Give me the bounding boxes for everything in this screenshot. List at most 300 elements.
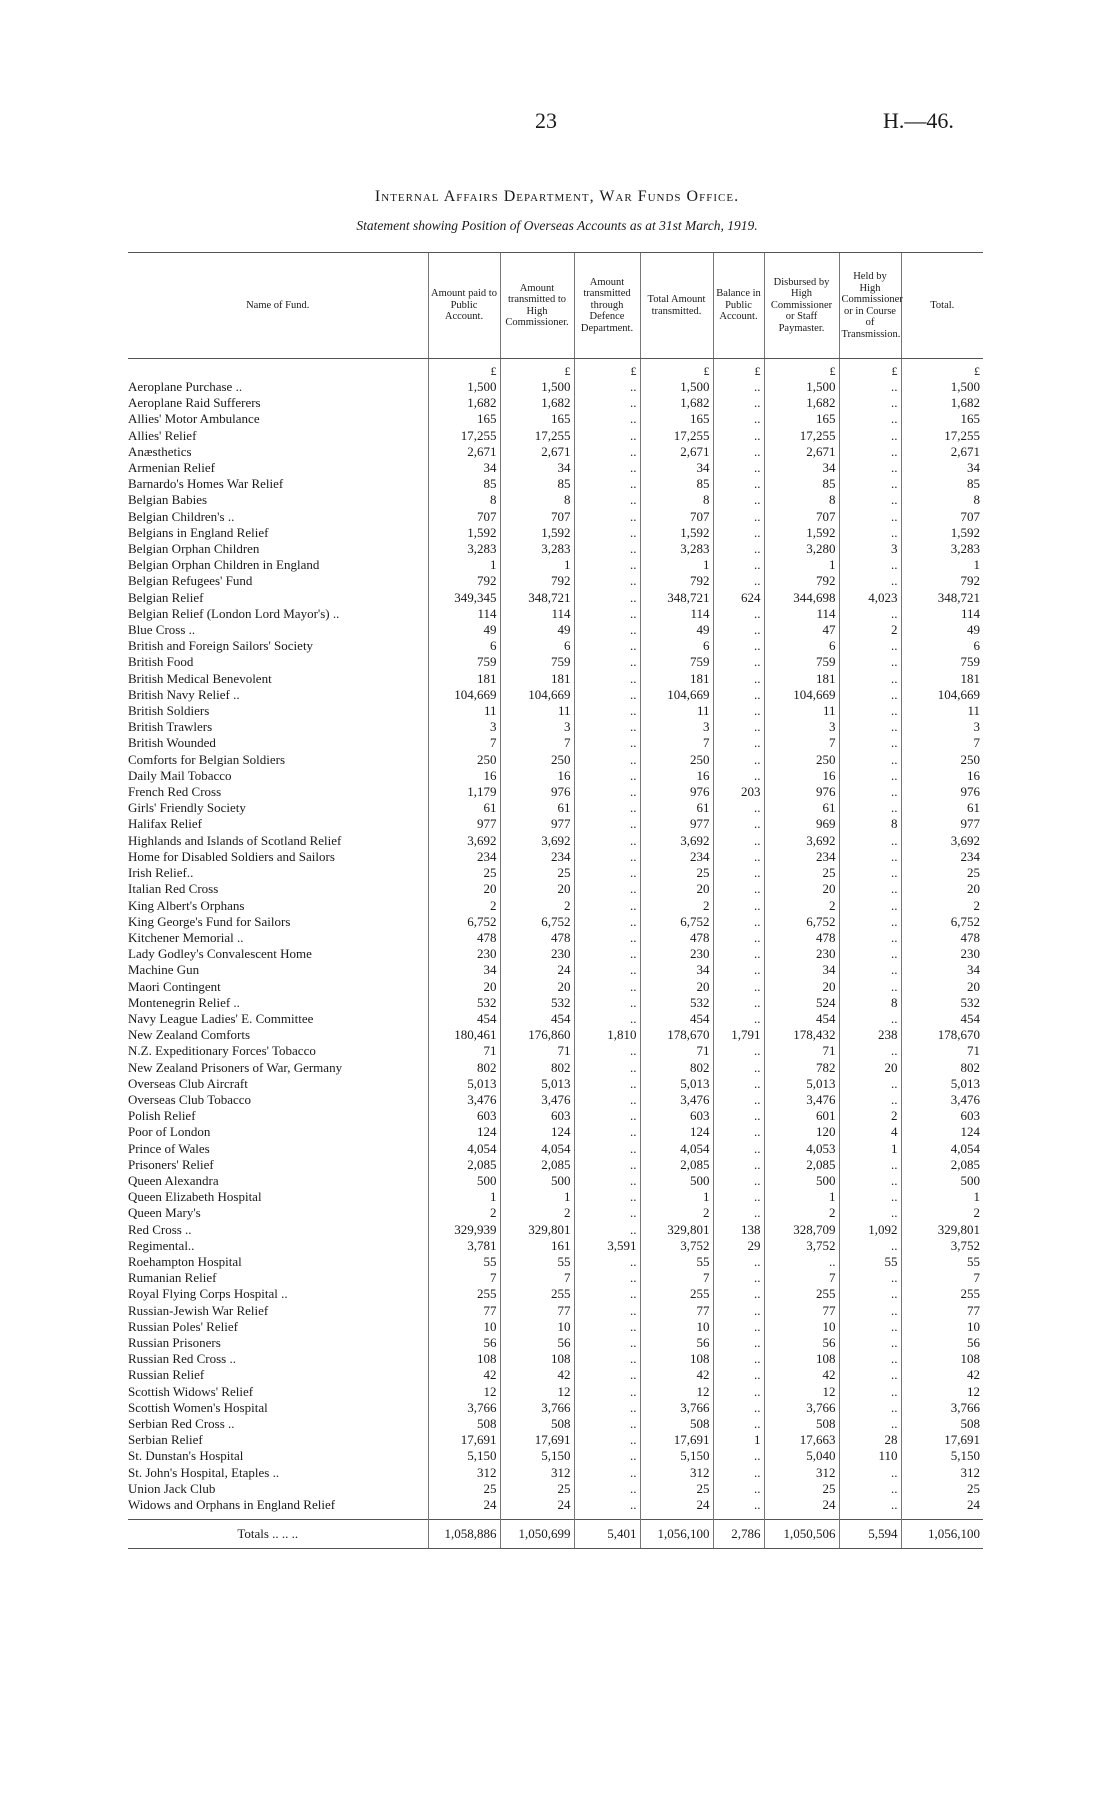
table-row bbox=[128, 1108, 983, 1124]
amount-cell: 478 bbox=[901, 930, 983, 946]
amount-cell: 4,054 bbox=[901, 1141, 983, 1157]
amount-cell: .. bbox=[713, 946, 764, 962]
fund-name-cell: British and Foreign Sailors' Society bbox=[128, 638, 314, 654]
fund-name-cell: Prisoners' Relief bbox=[128, 1156, 214, 1172]
amount-cell: .. bbox=[839, 1400, 901, 1416]
table-row bbox=[128, 1448, 983, 1464]
amount-cell: .. bbox=[713, 1465, 764, 1481]
fund-name-cell: King Albert's Orphans bbox=[128, 897, 245, 913]
amount-cell: .. bbox=[839, 1319, 901, 1335]
amount-cell: 977 bbox=[500, 816, 574, 832]
amount-cell: .. bbox=[839, 428, 901, 444]
fund-name-cell: Queen Alexandra bbox=[128, 1172, 219, 1188]
amount-cell: 24 bbox=[500, 962, 574, 978]
amount-cell: 56 bbox=[901, 1335, 983, 1351]
table-row bbox=[128, 865, 983, 881]
amount-cell: 56 bbox=[764, 1335, 839, 1351]
amount-cell: .. bbox=[713, 492, 764, 508]
fund-name-cell: Union Jack Club bbox=[128, 1480, 216, 1496]
amount-cell: 1 bbox=[500, 557, 574, 573]
amount-cell: 2 bbox=[901, 1205, 983, 1221]
fund-name-cell: Armenian Relief bbox=[128, 460, 215, 476]
fund-name-cell: New Zealand Prisoners of War, Germany bbox=[128, 1059, 343, 1075]
table-row bbox=[128, 687, 983, 703]
amount-cell: 17,691 bbox=[640, 1432, 713, 1448]
amount-cell: 2,671 bbox=[428, 444, 500, 460]
amount-cell: .. bbox=[574, 1481, 640, 1497]
fund-name-cell: Polish Relief bbox=[128, 1108, 196, 1124]
amount-cell: 238 bbox=[839, 1027, 901, 1043]
amount-cell: 1,592 bbox=[500, 525, 574, 541]
amount-cell: 55 bbox=[428, 1254, 500, 1270]
fund-name-cell: Barnardo's Homes War Relief bbox=[128, 476, 284, 492]
amount-cell: .. bbox=[713, 930, 764, 946]
amount-cell: 181 bbox=[500, 671, 574, 687]
amount-cell: 1,682 bbox=[500, 395, 574, 411]
fund-name-cell: Belgian Orphan Children in England bbox=[128, 557, 320, 573]
amount-cell: 17,255 bbox=[901, 428, 983, 444]
amount-cell: 312 bbox=[640, 1465, 713, 1481]
amount-cell: 161 bbox=[500, 1238, 574, 1254]
amount-cell: .. bbox=[839, 703, 901, 719]
amount-cell: 1,682 bbox=[901, 395, 983, 411]
amount-cell: 3,591 bbox=[574, 1238, 640, 1254]
amount-cell: .. bbox=[574, 525, 640, 541]
fund-name-cell: Girls' Friendly Society bbox=[128, 800, 246, 816]
amount-cell: 17,255 bbox=[428, 428, 500, 444]
amount-cell: .. bbox=[839, 1465, 901, 1481]
fund-name-cell: Belgian Orphan Children bbox=[128, 541, 260, 557]
currency-cell: £ bbox=[640, 359, 713, 380]
amount-cell: 178,670 bbox=[901, 1027, 983, 1043]
table-row bbox=[128, 671, 983, 687]
amount-cell: 11 bbox=[764, 703, 839, 719]
amount-cell: 524 bbox=[764, 995, 839, 1011]
amount-cell: 759 bbox=[764, 654, 839, 670]
amount-cell: 500 bbox=[428, 1173, 500, 1189]
amount-cell: 61 bbox=[640, 800, 713, 816]
amount-cell: 2,671 bbox=[901, 444, 983, 460]
amount-cell: .. bbox=[713, 865, 764, 881]
amount-cell: 181 bbox=[640, 671, 713, 687]
amount-cell: 34 bbox=[764, 962, 839, 978]
total-cell: 1,050,506 bbox=[764, 1520, 839, 1549]
amount-cell: 110 bbox=[839, 1448, 901, 1464]
amount-cell: .. bbox=[574, 752, 640, 768]
amount-cell: 3,476 bbox=[764, 1092, 839, 1108]
amount-cell: 3 bbox=[640, 719, 713, 735]
amount-cell: 1,592 bbox=[901, 525, 983, 541]
amount-cell: 802 bbox=[500, 1060, 574, 1076]
amount-cell: 1,791 bbox=[713, 1027, 764, 1043]
amount-cell: 104,669 bbox=[500, 687, 574, 703]
amount-cell: 976 bbox=[500, 784, 574, 800]
amount-cell: 234 bbox=[428, 849, 500, 865]
accounts-table-container bbox=[128, 252, 983, 1549]
amount-cell: 16 bbox=[764, 768, 839, 784]
amount-cell: 1,500 bbox=[764, 379, 839, 395]
amount-cell: 3,476 bbox=[428, 1092, 500, 1108]
amount-cell: .. bbox=[713, 1481, 764, 1497]
fund-name-cell: Machine Gun bbox=[128, 962, 200, 978]
column-header-balance: Balance in Public Account. bbox=[713, 253, 764, 359]
amount-cell: 250 bbox=[428, 752, 500, 768]
table-row bbox=[128, 930, 983, 946]
fund-name-cell: Irish Relief.. bbox=[128, 865, 194, 881]
amount-cell: 10 bbox=[640, 1319, 713, 1335]
amount-cell: .. bbox=[574, 784, 640, 800]
amount-cell: 707 bbox=[764, 509, 839, 525]
amount-cell: 17,255 bbox=[640, 428, 713, 444]
amount-cell: 454 bbox=[764, 1011, 839, 1027]
amount-cell: 12 bbox=[764, 1384, 839, 1400]
amount-cell: .. bbox=[574, 557, 640, 573]
amount-cell: 969 bbox=[764, 816, 839, 832]
fund-name-cell: Highlands and Islands of Scotland Relief bbox=[128, 832, 342, 848]
amount-cell: 3 bbox=[901, 719, 983, 735]
amount-cell: 3,692 bbox=[764, 833, 839, 849]
amount-cell: .. bbox=[839, 1205, 901, 1221]
amount-cell: 176,860 bbox=[500, 1027, 574, 1043]
amount-cell: .. bbox=[574, 622, 640, 638]
amount-cell: .. bbox=[574, 1384, 640, 1400]
table-row bbox=[128, 1497, 983, 1513]
amount-cell: 759 bbox=[500, 654, 574, 670]
amount-cell: 17,663 bbox=[764, 1432, 839, 1448]
amount-cell: .. bbox=[713, 638, 764, 654]
amount-cell: .. bbox=[839, 1351, 901, 1367]
amount-cell: .. bbox=[574, 1222, 640, 1238]
fund-name-cell: British Food bbox=[128, 654, 194, 670]
amount-cell: 500 bbox=[500, 1173, 574, 1189]
amount-cell: 312 bbox=[428, 1465, 500, 1481]
amount-cell: 802 bbox=[901, 1060, 983, 1076]
amount-cell: .. bbox=[574, 606, 640, 622]
amount-cell: 34 bbox=[640, 460, 713, 476]
amount-cell: 10 bbox=[500, 1319, 574, 1335]
amount-cell: 12 bbox=[428, 1384, 500, 1400]
table-row bbox=[128, 557, 983, 573]
amount-cell: 454 bbox=[500, 1011, 574, 1027]
amount-cell: .. bbox=[574, 444, 640, 460]
amount-cell: .. bbox=[713, 557, 764, 573]
amount-cell: 312 bbox=[764, 1465, 839, 1481]
amount-cell: 55 bbox=[839, 1254, 901, 1270]
amount-cell: .. bbox=[713, 1351, 764, 1367]
amount-cell: .. bbox=[574, 1076, 640, 1092]
amount-cell: .. bbox=[574, 1141, 640, 1157]
column-header-total-transmitted: Total Amount transmitted. bbox=[640, 253, 713, 359]
amount-cell: 20 bbox=[764, 881, 839, 897]
amount-cell: 108 bbox=[764, 1351, 839, 1367]
amount-cell: 71 bbox=[428, 1043, 500, 1059]
amount-cell: .. bbox=[713, 1124, 764, 1140]
fund-name-cell: Navy League Ladies' E. Committee bbox=[128, 1010, 314, 1026]
amount-cell: 108 bbox=[500, 1351, 574, 1367]
table-row bbox=[128, 1141, 983, 1157]
amount-cell: 1 bbox=[713, 1432, 764, 1448]
amount-cell: .. bbox=[713, 1319, 764, 1335]
amount-cell: 178,432 bbox=[764, 1027, 839, 1043]
total-cell: 1,056,100 bbox=[901, 1520, 983, 1549]
amount-cell: 976 bbox=[640, 784, 713, 800]
amount-cell: .. bbox=[839, 573, 901, 589]
amount-cell: 1,592 bbox=[428, 525, 500, 541]
amount-cell: .. bbox=[574, 1254, 640, 1270]
amount-cell: .. bbox=[574, 573, 640, 589]
amount-cell: 85 bbox=[640, 476, 713, 492]
amount-cell: 3,692 bbox=[640, 833, 713, 849]
amount-cell: .. bbox=[574, 1011, 640, 1027]
amount-cell: 56 bbox=[500, 1335, 574, 1351]
amount-cell: 250 bbox=[764, 752, 839, 768]
amount-cell: 114 bbox=[901, 606, 983, 622]
amount-cell: 478 bbox=[764, 930, 839, 946]
fund-name-cell: Poor of London bbox=[128, 1124, 211, 1140]
amount-cell: .. bbox=[574, 638, 640, 654]
amount-cell: 603 bbox=[640, 1108, 713, 1124]
fund-name-cell: Comforts for Belgian Soldiers bbox=[128, 751, 286, 767]
currency-cell: £ bbox=[839, 359, 901, 380]
amount-cell: 20 bbox=[428, 881, 500, 897]
table-row bbox=[128, 1400, 983, 1416]
amount-cell: .. bbox=[713, 1141, 764, 1157]
fund-name-cell: Lady Godley's Convalescent Home bbox=[128, 946, 312, 962]
fund-name-cell: Overseas Club Tobacco bbox=[128, 1091, 252, 1107]
table-row bbox=[128, 1011, 983, 1027]
currency-row bbox=[128, 359, 983, 380]
amount-cell: 11 bbox=[500, 703, 574, 719]
amount-cell: 532 bbox=[901, 995, 983, 1011]
amount-cell: .. bbox=[713, 1092, 764, 1108]
page-number: 23 bbox=[535, 108, 557, 133]
amount-cell: .. bbox=[713, 800, 764, 816]
amount-cell: .. bbox=[713, 379, 764, 395]
amount-cell: .. bbox=[574, 1448, 640, 1464]
amount-cell: 6 bbox=[764, 638, 839, 654]
amount-cell: .. bbox=[574, 768, 640, 784]
amount-cell: 1 bbox=[640, 1189, 713, 1205]
amount-cell: .. bbox=[713, 1400, 764, 1416]
table-row bbox=[128, 509, 983, 525]
fund-name-cell: Scottish Widows' Relief bbox=[128, 1383, 254, 1399]
amount-cell: 1 bbox=[428, 1189, 500, 1205]
fund-name-cell: Scottish Women's Hospital bbox=[128, 1399, 268, 1415]
amount-cell: 3,280 bbox=[764, 541, 839, 557]
table-row bbox=[128, 1173, 983, 1189]
amount-cell: 312 bbox=[500, 1465, 574, 1481]
amount-cell: .. bbox=[839, 719, 901, 735]
table-row bbox=[128, 784, 983, 800]
table-row bbox=[128, 395, 983, 411]
amount-cell: 3 bbox=[839, 541, 901, 557]
amount-cell: 6 bbox=[640, 638, 713, 654]
amount-cell: 759 bbox=[428, 654, 500, 670]
amount-cell: .. bbox=[713, 428, 764, 444]
amount-cell: 114 bbox=[500, 606, 574, 622]
amount-cell: 707 bbox=[428, 509, 500, 525]
table-row bbox=[128, 1222, 983, 1238]
amount-cell: .. bbox=[713, 1270, 764, 1286]
amount-cell: 25 bbox=[428, 865, 500, 881]
table-row bbox=[128, 833, 983, 849]
amount-cell: 16 bbox=[428, 768, 500, 784]
table-row bbox=[128, 1076, 983, 1092]
amount-cell: .. bbox=[839, 1092, 901, 1108]
amount-cell: 25 bbox=[901, 1481, 983, 1497]
amount-cell: 1,092 bbox=[839, 1222, 901, 1238]
amount-cell: 120 bbox=[764, 1124, 839, 1140]
amount-cell: .. bbox=[839, 768, 901, 784]
amount-cell: 10 bbox=[901, 1319, 983, 1335]
fund-name-cell: Rumanian Relief bbox=[128, 1270, 217, 1286]
amount-cell: 8 bbox=[640, 492, 713, 508]
amount-cell: 4,023 bbox=[839, 590, 901, 606]
amount-cell: .. bbox=[713, 914, 764, 930]
fund-name-cell: Italian Red Cross bbox=[128, 881, 219, 897]
table-row bbox=[128, 1319, 983, 1335]
amount-cell: 508 bbox=[640, 1416, 713, 1432]
amount-cell: 2 bbox=[500, 1205, 574, 1221]
amount-cell: 230 bbox=[500, 946, 574, 962]
amount-cell: .. bbox=[713, 833, 764, 849]
amount-cell: .. bbox=[574, 800, 640, 816]
amount-cell: 5,150 bbox=[640, 1448, 713, 1464]
table-header-row bbox=[128, 253, 983, 359]
table-row bbox=[128, 590, 983, 606]
amount-cell: .. bbox=[574, 1108, 640, 1124]
amount-cell: .. bbox=[574, 930, 640, 946]
amount-cell: .. bbox=[839, 881, 901, 897]
amount-cell: .. bbox=[574, 1416, 640, 1432]
amount-cell: 2,671 bbox=[764, 444, 839, 460]
amount-cell: 7 bbox=[500, 1270, 574, 1286]
amount-cell: 3,283 bbox=[500, 541, 574, 557]
amount-cell: 1 bbox=[640, 557, 713, 573]
amount-cell: .. bbox=[713, 1108, 764, 1124]
amount-cell: 792 bbox=[428, 573, 500, 589]
table-row bbox=[128, 1432, 983, 1448]
table-row bbox=[128, 1367, 983, 1383]
amount-cell: 1,682 bbox=[764, 395, 839, 411]
amount-cell: 24 bbox=[640, 1497, 713, 1513]
amount-cell: 707 bbox=[640, 509, 713, 525]
amount-cell: 3 bbox=[764, 719, 839, 735]
amount-cell: .. bbox=[839, 687, 901, 703]
amount-cell: 3,476 bbox=[640, 1092, 713, 1108]
amount-cell: 8 bbox=[839, 816, 901, 832]
amount-cell: .. bbox=[839, 606, 901, 622]
amount-cell: .. bbox=[574, 849, 640, 865]
amount-cell: 49 bbox=[640, 622, 713, 638]
amount-cell: .. bbox=[713, 881, 764, 897]
amount-cell: 34 bbox=[901, 460, 983, 476]
amount-cell: 1,500 bbox=[428, 379, 500, 395]
amount-cell: .. bbox=[839, 1076, 901, 1092]
table-row bbox=[128, 460, 983, 476]
fund-name-cell: Belgian Babies bbox=[128, 492, 208, 508]
amount-cell: .. bbox=[839, 395, 901, 411]
amount-cell: .. bbox=[839, 1481, 901, 1497]
amount-cell: 508 bbox=[764, 1416, 839, 1432]
amount-cell: 2 bbox=[500, 898, 574, 914]
totals-row bbox=[128, 1520, 983, 1549]
amount-cell: 1 bbox=[901, 557, 983, 573]
amount-cell: 8 bbox=[428, 492, 500, 508]
amount-cell: 8 bbox=[500, 492, 574, 508]
amount-cell: .. bbox=[713, 1497, 764, 1513]
amount-cell: .. bbox=[713, 1303, 764, 1319]
table-row bbox=[128, 752, 983, 768]
document-reference: H.—46. bbox=[883, 108, 954, 133]
table-row bbox=[128, 428, 983, 444]
amount-cell: .. bbox=[574, 590, 640, 606]
amount-cell: 454 bbox=[901, 1011, 983, 1027]
amount-cell: 181 bbox=[764, 671, 839, 687]
amount-cell: 3,766 bbox=[500, 1400, 574, 1416]
amount-cell: 108 bbox=[428, 1351, 500, 1367]
amount-cell: 255 bbox=[640, 1286, 713, 1302]
amount-cell: .. bbox=[713, 1416, 764, 1432]
amount-cell: 42 bbox=[428, 1367, 500, 1383]
amount-cell: 250 bbox=[901, 752, 983, 768]
amount-cell: 3,752 bbox=[764, 1238, 839, 1254]
amount-cell: 500 bbox=[640, 1173, 713, 1189]
amount-cell: .. bbox=[713, 979, 764, 995]
amount-cell: 976 bbox=[901, 784, 983, 800]
amount-cell: 42 bbox=[764, 1367, 839, 1383]
amount-cell: 624 bbox=[713, 590, 764, 606]
amount-cell: 6,752 bbox=[764, 914, 839, 930]
amount-cell: .. bbox=[713, 622, 764, 638]
amount-cell: 6 bbox=[500, 638, 574, 654]
amount-cell: 17,691 bbox=[500, 1432, 574, 1448]
amount-cell: 977 bbox=[640, 816, 713, 832]
amount-cell: 7 bbox=[764, 1270, 839, 1286]
amount-cell: 16 bbox=[500, 768, 574, 784]
amount-cell: 165 bbox=[764, 411, 839, 427]
amount-cell: 1,179 bbox=[428, 784, 500, 800]
amount-cell: 61 bbox=[428, 800, 500, 816]
amount-cell: 977 bbox=[428, 816, 500, 832]
amount-cell: 4,054 bbox=[428, 1141, 500, 1157]
amount-cell: 1 bbox=[901, 1189, 983, 1205]
amount-cell: .. bbox=[574, 395, 640, 411]
amount-cell: .. bbox=[574, 671, 640, 687]
fund-name-cell: Maori Contingent bbox=[128, 978, 221, 994]
amount-cell: 20 bbox=[839, 1060, 901, 1076]
fund-name-cell: Roehampton Hospital bbox=[128, 1253, 242, 1269]
amount-cell: 5,150 bbox=[901, 1448, 983, 1464]
total-cell: 1,056,100 bbox=[640, 1520, 713, 1549]
amount-cell: 104,669 bbox=[640, 687, 713, 703]
table-row bbox=[128, 979, 983, 995]
amount-cell: .. bbox=[839, 800, 901, 816]
table-row bbox=[128, 881, 983, 897]
amount-cell: 7 bbox=[500, 735, 574, 751]
fund-name-cell: Montenegrin Relief .. bbox=[128, 994, 240, 1010]
amount-cell: 77 bbox=[764, 1303, 839, 1319]
currency-cell bbox=[128, 359, 428, 380]
fund-name-cell: Russian Poles' Relief bbox=[128, 1318, 238, 1334]
table-row bbox=[128, 800, 983, 816]
amount-cell: .. bbox=[574, 379, 640, 395]
amount-cell: 24 bbox=[764, 1497, 839, 1513]
amount-cell: 20 bbox=[500, 881, 574, 897]
amount-cell: 181 bbox=[901, 671, 983, 687]
amount-cell: .. bbox=[839, 1173, 901, 1189]
amount-cell: .. bbox=[574, 914, 640, 930]
